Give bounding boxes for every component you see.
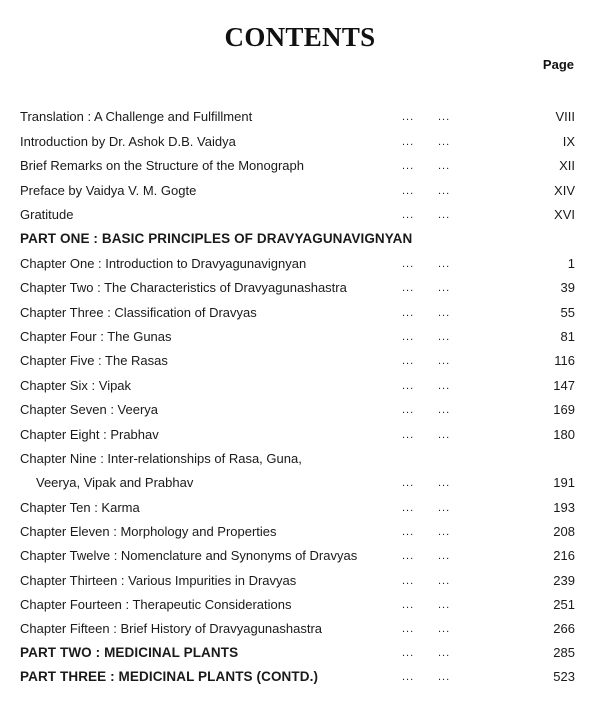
toc-entry-title: Chapter Twelve : Nomenclature and Synonyms of Dravyas (20, 548, 358, 563)
toc-entry (0, 596, 600, 614)
toc-entry-page: 180 (553, 427, 575, 442)
toc-entry (0, 279, 600, 297)
dot-leader: ... (402, 404, 415, 416)
dot-leader: ... (438, 429, 451, 441)
dot-leader: ... (438, 282, 451, 294)
toc-entry-page: 216 (553, 548, 575, 563)
dot-leader: ... (402, 209, 415, 221)
toc-entry-title: Chapter Four : The Gunas (20, 329, 172, 344)
toc-entry (0, 182, 600, 200)
dot-leader: ... (402, 429, 415, 441)
dot-leader: ... (402, 623, 415, 635)
toc-entry-page: 193 (553, 500, 575, 515)
dot-leader: ... (438, 355, 451, 367)
toc-entry-title: Brief Remarks on the Structure of the Monograph (20, 158, 304, 173)
toc-entry (0, 206, 600, 224)
toc-entry-title: Chapter Ten : Karma (20, 500, 140, 515)
toc-entry (0, 401, 600, 419)
dot-leader: ... (438, 331, 451, 343)
toc-entry-title: Chapter Three : Classification of Dravyas (20, 305, 257, 320)
toc-entry (0, 450, 600, 468)
dot-leader: ... (438, 502, 451, 514)
dot-leader: ... (438, 526, 451, 538)
dot-leader: ... (402, 599, 415, 611)
toc-entry-title: Chapter Six : Vipak (20, 378, 132, 393)
toc-entry (0, 523, 600, 541)
toc-entry-title: Chapter Fourteen : Therapeutic Considerations (20, 597, 292, 612)
toc-entry-title: Chapter Two : The Characteristics of Dravyagunashastra (20, 280, 347, 295)
dot-leader: ... (402, 380, 415, 392)
toc-entry-page: 251 (553, 597, 575, 612)
toc-entry-title: Chapter Eleven : Morphology and Properties (20, 524, 277, 539)
dot-leader: ... (402, 282, 415, 294)
dot-leader: ... (438, 623, 451, 635)
dot-leader: ... (438, 671, 451, 683)
dot-leader: ... (402, 671, 415, 683)
dot-leader: ... (438, 404, 451, 416)
toc-part-title: PART TWO : MEDICINAL PLANTS (20, 645, 239, 660)
toc-entry-page: 285 (553, 645, 575, 660)
toc-entry (0, 328, 600, 346)
dot-leader: ... (402, 526, 415, 538)
toc-entry-page: 1 (567, 256, 575, 271)
toc-part-title: PART ONE : BASIC PRINCIPLES OF DRAVYAGUNAVIGNYAN (20, 231, 413, 246)
toc-entry-page: 147 (553, 378, 575, 393)
dot-leader: ... (438, 209, 451, 221)
dot-leader: ... (438, 575, 451, 587)
toc-entry-title: Translation : A Challenge and Fulfillment (20, 109, 253, 124)
toc-entry-title: Chapter Seven : Veerya (20, 402, 159, 417)
dot-leader: ... (438, 160, 451, 172)
toc-part-heading (0, 230, 600, 248)
toc-entry-title: Chapter Nine : Inter-relationships of Rasa, Guna, (20, 451, 302, 466)
toc-entry (0, 304, 600, 322)
dot-leader: ... (402, 160, 415, 172)
toc-part-heading (0, 644, 600, 662)
toc-entry-page: VIII (555, 109, 575, 124)
toc-entry-page: XIV (554, 183, 575, 198)
toc-entry-page: 191 (553, 475, 575, 490)
toc-entry-page: XVI (554, 207, 575, 222)
dot-leader: ... (438, 258, 451, 270)
toc-entry (0, 352, 600, 370)
toc-entry (0, 377, 600, 395)
toc-entry (0, 426, 600, 444)
dot-leader: ... (402, 185, 415, 197)
dot-leader: ... (438, 380, 451, 392)
dot-leader: ... (438, 599, 451, 611)
toc-entry-title: Chapter Five : The Rasas (20, 353, 168, 368)
dot-leader: ... (402, 502, 415, 514)
dot-leader: ... (438, 307, 451, 319)
dot-leader: ... (402, 307, 415, 319)
dot-leader: ... (402, 355, 415, 367)
dot-leader: ... (402, 575, 415, 587)
toc-entry (0, 499, 600, 517)
dot-leader: ... (402, 550, 415, 562)
dot-leader: ... (438, 647, 451, 659)
toc-entry-title: Chapter Fifteen : Brief History of Dravyagunashastra (20, 621, 323, 636)
toc-entry-title: Chapter Eight : Prabhav (20, 427, 159, 442)
toc-entry-title: Veerya, Vipak and Prabhav (36, 475, 194, 490)
toc-entry-title: Introduction by Dr. Ashok D.B. Vaidya (20, 134, 236, 149)
toc-entry-title: Chapter One : Introduction to Dravyagunavignyan (20, 256, 307, 271)
dot-leader: ... (438, 136, 451, 148)
toc-entry-page: IX (562, 134, 575, 149)
contents-heading: CONTENTS (224, 22, 376, 52)
toc-entry-page: XII (559, 158, 575, 173)
toc-entry-page: 523 (553, 669, 575, 684)
dot-leader: ... (402, 136, 415, 148)
toc-entry (0, 157, 600, 175)
toc-entry-title: Gratitude (20, 207, 74, 222)
toc-entry (0, 474, 600, 492)
toc-entry (0, 620, 600, 638)
dot-leader: ... (438, 111, 451, 123)
dot-leader: ... (402, 111, 415, 123)
toc-entry (0, 133, 600, 151)
dot-leader: ... (402, 647, 415, 659)
toc-entry-page: 116 (554, 353, 575, 368)
dot-leader: ... (438, 185, 451, 197)
toc-entry-page: 55 (560, 305, 575, 320)
toc-entry (0, 108, 600, 126)
toc-entry (0, 572, 600, 590)
toc-entry-page: 239 (553, 573, 575, 588)
toc-entry-page: 266 (553, 621, 575, 636)
toc-entry-title: Preface by Vaidya V. M. Gogte (20, 183, 197, 198)
dot-leader: ... (402, 477, 415, 489)
dot-leader: ... (438, 550, 451, 562)
toc-entry-title: Chapter Thirteen : Various Impurities in Dravyas (20, 573, 297, 588)
toc-entry-page: 81 (560, 329, 575, 344)
toc-part-title: PART THREE : MEDICINAL PLANTS (CONTD.) (20, 669, 319, 684)
dot-leader: ... (402, 258, 415, 270)
toc-entry-page: 39 (560, 280, 575, 295)
toc-entry (0, 255, 600, 273)
page-column-label: Page (542, 57, 574, 72)
toc-entry-page: 169 (553, 402, 575, 417)
toc-part-heading (0, 668, 600, 686)
dot-leader: ... (402, 331, 415, 343)
toc-entry-page: 208 (553, 524, 575, 539)
dot-leader: ... (438, 477, 451, 489)
toc-entry (0, 547, 600, 565)
